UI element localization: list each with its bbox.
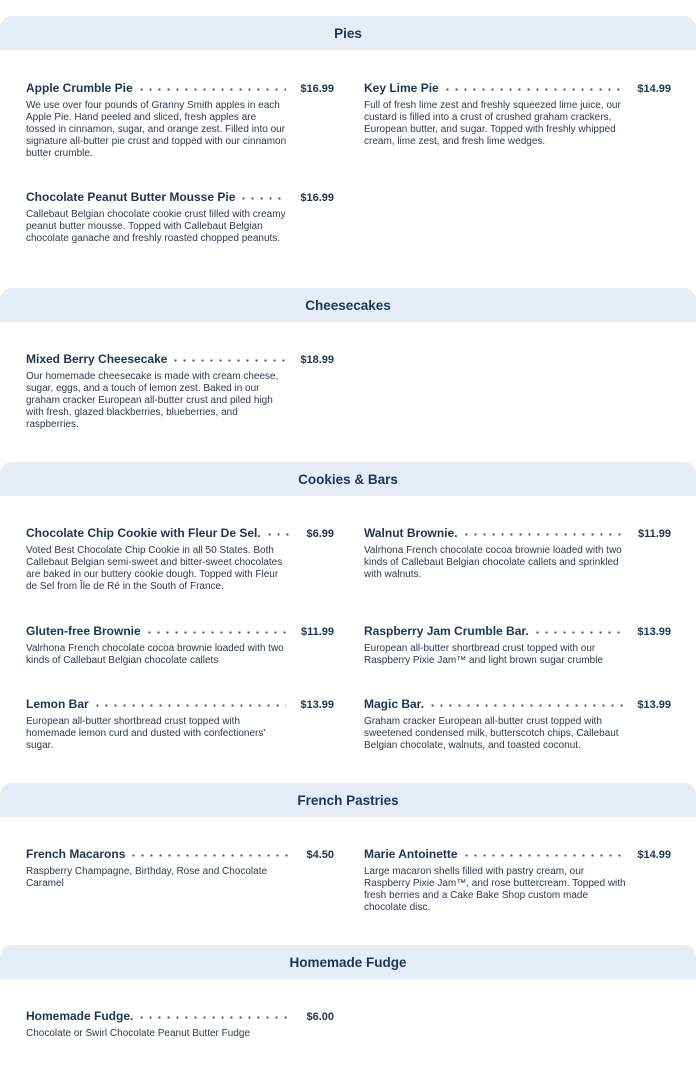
item-description: Graham cracker European all-butter crust topped with sweetened condensed milk, butterscotch chips, Callebaut Belgian chocolate, walnuts, and toasted coconut. xyxy=(364,716,619,751)
dot-leader xyxy=(462,854,624,857)
menu-item-key-lime-pie xyxy=(364,77,671,148)
item-price: $4.50 xyxy=(306,849,334,861)
dot-leader xyxy=(443,88,624,91)
item-name: Marie Antoinette xyxy=(364,847,458,861)
item-description: European all-butter shortbread crust topped with homemade lemon curd and dusted with confectioners' sugar. xyxy=(26,716,266,751)
section-header-pies xyxy=(0,16,696,50)
section-header-cheesecakes xyxy=(0,288,696,322)
item-description: Our homemade cheesecake is made with cream cheese, sugar, eggs, and a touch of lemon zest. Baked in our graham cracker European all-butter crust and piled high with fresh, glazed blackberries, blueberries, and raspberries. xyxy=(26,371,279,430)
item-name: Apple Crumble Pie xyxy=(26,81,133,95)
menu-item-homemade-fudge xyxy=(26,1005,334,1040)
dot-leader xyxy=(137,88,287,91)
item-name: Homemade Fudge. xyxy=(26,1009,134,1023)
dot-leader xyxy=(462,533,624,536)
menu-item-marie-antoinette xyxy=(364,843,671,914)
dot-leader xyxy=(171,359,286,362)
item-name: Key Lime Pie xyxy=(364,81,439,95)
item-name: Lemon Bar xyxy=(26,697,89,711)
item-price: $16.99 xyxy=(300,83,334,95)
section-header-french-pastries xyxy=(0,783,696,817)
menu-item-walnut-brownie xyxy=(364,522,671,581)
item-description: Chocolate or Swirl Chocolate Peanut Butter Fudge xyxy=(26,1028,251,1039)
item-price: $11.99 xyxy=(637,528,671,540)
menu-item-chocolate-chip-cookie xyxy=(26,522,334,593)
item-description: Large macaron shells filled with pastry cream, our Raspberry Pixie Jam™, and rose buttercream. Topped with fresh berries and a Cake Bake Shop custom made chocolate disc. xyxy=(364,866,626,913)
dot-leader xyxy=(265,533,293,536)
item-name: Walnut Brownie. xyxy=(364,526,458,540)
menu-item-lemon-bar xyxy=(26,693,334,752)
dot-leader xyxy=(239,197,286,200)
item-price: $13.99 xyxy=(637,699,671,711)
item-name: Chocolate Peanut Butter Mousse Pie xyxy=(26,190,236,204)
item-description: European all-butter shortbread crust topped with our Raspberry Pixie Jam™ and light brown sugar crumble xyxy=(364,643,603,666)
item-price: $6.00 xyxy=(306,1011,334,1023)
menu-item-french-macarons xyxy=(26,843,334,890)
item-price: $13.99 xyxy=(637,626,671,638)
item-description: Valrhona French chocolate cocoa brownie loaded with two kinds of Callebaut Belgian chocolate callets and sprinkled with walnuts. xyxy=(364,545,622,580)
item-name: Raspberry Jam Crumble Bar. xyxy=(364,624,529,638)
item-price: $6.99 xyxy=(306,528,334,540)
item-name: Magic Bar. xyxy=(364,697,425,711)
item-description: Valrhona French chocolate cocoa brownie loaded with two kinds of Callebaut Belgian chocolate callets xyxy=(26,643,284,666)
dot-leader xyxy=(137,1016,292,1019)
menu-item-chocolate-peanut-butter-mousse-pie xyxy=(26,186,334,245)
section-header-homemade-fudge xyxy=(0,945,696,979)
section-title: French Pastries xyxy=(297,792,399,808)
item-description: Callebaut Belgian chocolate cookie crust filled with creamy peanut butter mousse. Topped with Callebaut Belgian chocolate ganache and freshly roasted chopped peanuts. xyxy=(26,209,286,244)
section-title: Homemade Fudge xyxy=(289,954,407,970)
menu-item-magic-bar xyxy=(364,693,671,752)
section-title: Cheesecakes xyxy=(305,297,391,313)
item-description: Voted Best Chocolate Chip Cookie in all 50 States. Both Callebaut Belgian semi-sweet and bitter-sweet chocolates are baked in our buttery cookie dough. Topped with Fleur de Sel from Île de Ré in the South of France. xyxy=(26,545,283,592)
section-header-cookies-bars xyxy=(0,462,696,496)
menu-item-mixed-berry-cheesecake xyxy=(26,348,334,431)
item-price: $16.99 xyxy=(300,192,334,204)
item-description: We use over four pounds of Granny Smith apples in each Apple Pie. Hand peeled and sliced, fresh apples are tossed in cinnamon, sugar, and orange zest. Filled into our signature all-butter pie crust and topped with our cinnamon butter crumble. xyxy=(26,100,287,159)
section-title: Cookies & Bars xyxy=(298,471,398,487)
item-name: Chocolate Chip Cookie with Fleur De Sel. xyxy=(26,526,261,540)
item-price: $14.99 xyxy=(637,849,671,861)
item-price: $13.99 xyxy=(300,699,334,711)
dot-leader xyxy=(93,704,287,707)
menu-item-raspberry-jam-crumble-bar xyxy=(364,620,671,667)
menu-item-apple-crumble-pie xyxy=(26,77,334,160)
item-name: Gluten-free Brownie xyxy=(26,624,141,638)
item-name: Mixed Berry Cheesecake xyxy=(26,352,168,366)
dot-leader xyxy=(428,704,623,707)
dot-leader xyxy=(533,631,624,634)
item-description: Full of fresh lime zest and freshly squeezed lime juice, our custard is filled into a crust of crushed graham crackers, European butter, and sugar. Topped with freshly whipped cream, lime zest, and fresh lime wedges. xyxy=(364,100,621,147)
item-name: French Macarons xyxy=(26,847,126,861)
item-price: $14.99 xyxy=(637,83,671,95)
item-price: $18.99 xyxy=(300,354,334,366)
menu-item-gluten-free-brownie xyxy=(26,620,334,667)
item-price: $11.99 xyxy=(300,626,334,638)
dot-leader xyxy=(129,854,292,857)
dot-leader xyxy=(145,631,287,634)
item-description: Raspberry Champagne, Birthday, Rose and Chocolate Caramel xyxy=(26,866,268,889)
section-title: Pies xyxy=(334,25,362,41)
